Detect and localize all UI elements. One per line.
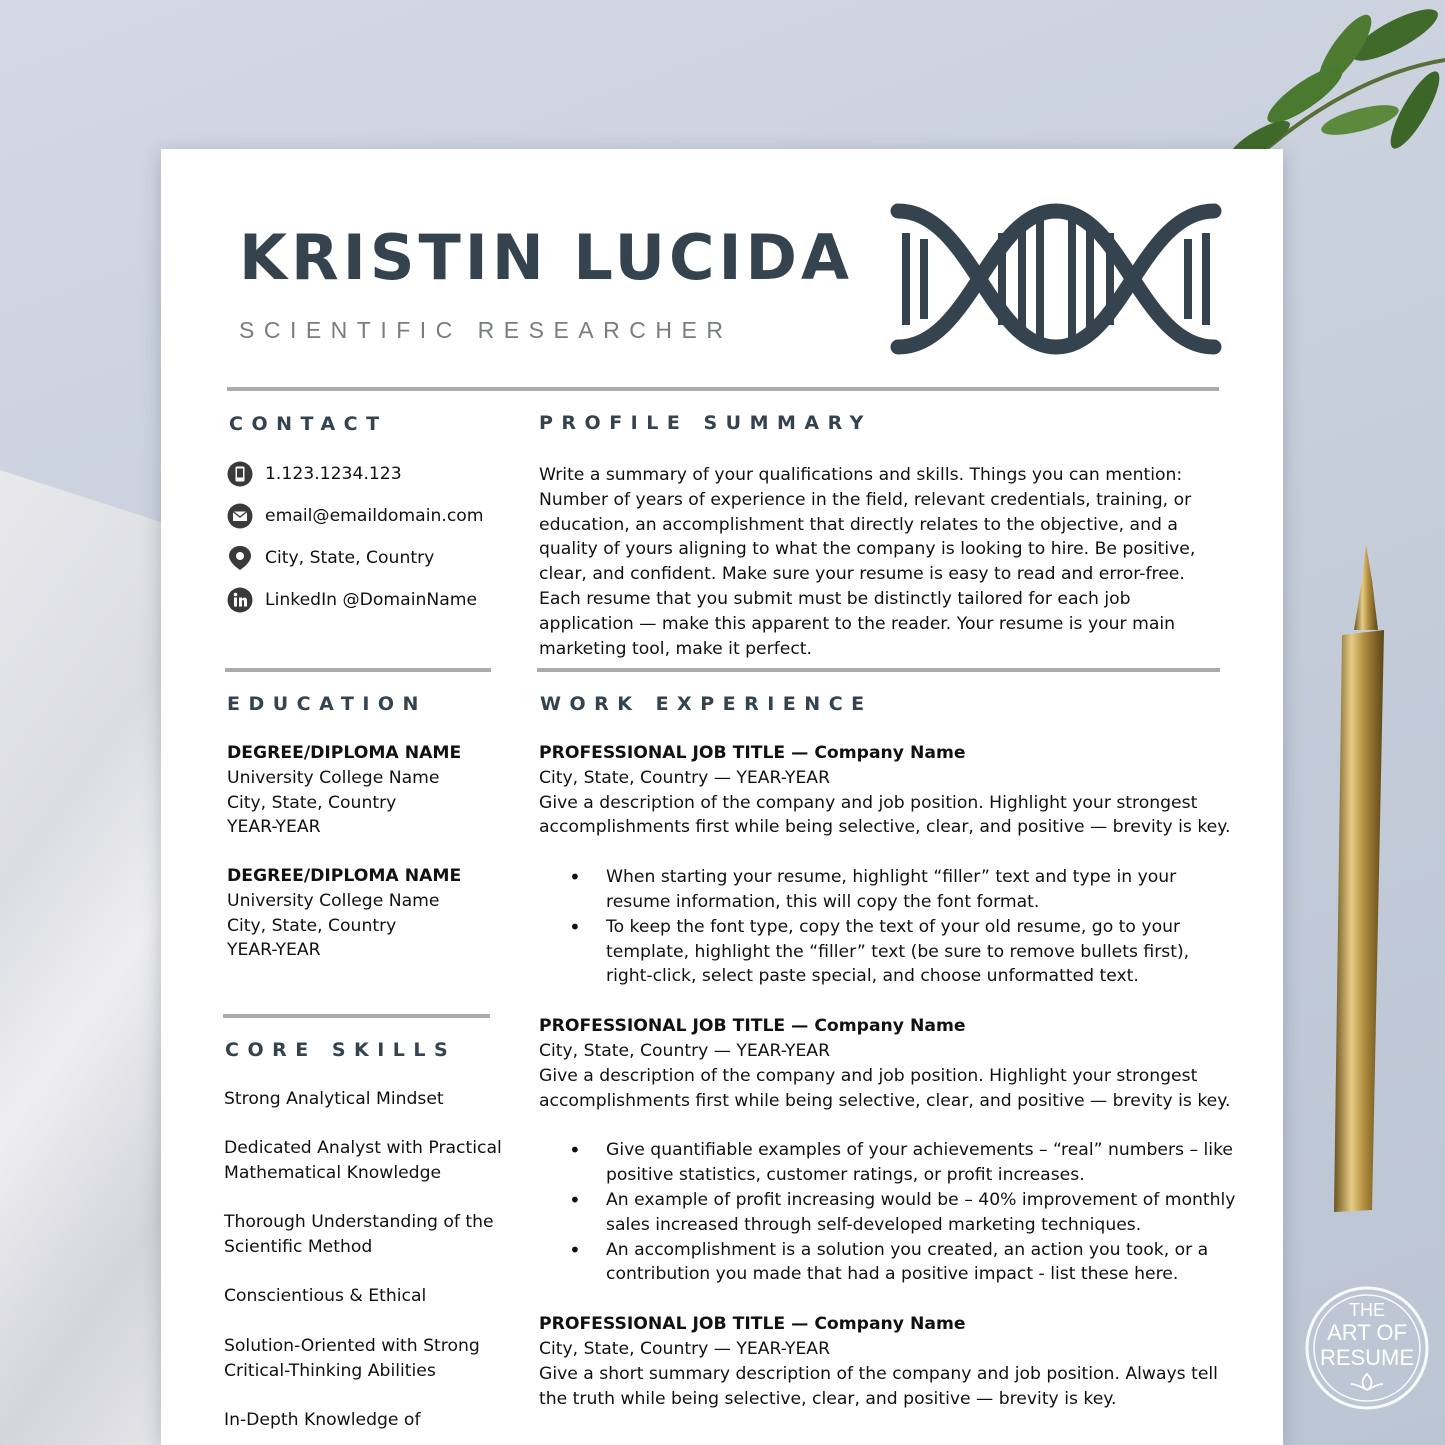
location-pin-icon <box>227 545 253 571</box>
job-entry <box>539 741 1239 989</box>
linkedin-icon <box>227 587 253 613</box>
contact-linkedin <box>227 586 477 614</box>
resume-page <box>161 149 1283 1445</box>
job-bullet: • To keep the font type, copy the text of your old resume, go to your template, highlight the “filler” text (be sure to remove bullets first), right-click, select paste special, and choose unformatted text. <box>539 915 1239 989</box>
job-title: PROFESSIONAL JOB TITLE — Company Name <box>539 743 966 763</box>
job-bullet: • When starting your resume, highlight “filler” text and type in your resume information, this will copy the font format. <box>539 865 1239 915</box>
job-entry <box>539 1312 1239 1411</box>
job-bullets <box>539 865 1239 989</box>
stamp-line-3: RESUME <box>1319 1345 1415 1370</box>
school-location: City, State, Country <box>227 915 397 936</box>
job-meta: City, State, Country — YEAR-YEAR <box>539 1338 831 1359</box>
dna-helix-icon <box>890 203 1222 355</box>
job-bullets <box>539 1138 1239 1287</box>
phone-icon <box>227 461 253 487</box>
candidate-role: SCIENTIFIC RESEARCHER <box>239 317 733 343</box>
job-title: PROFESSIONAL JOB TITLE — Company Name <box>539 1314 966 1335</box>
skill-item: Solution-Oriented with Strong Critical-Thinking Abilities <box>224 1335 480 1381</box>
skills-list <box>224 1087 504 1445</box>
job-meta: City, State, Country — YEAR-YEAR <box>539 1040 831 1061</box>
skill-item: Dedicated Analyst with Practical Mathematical Knowledge <box>224 1138 502 1184</box>
profile-divider <box>537 668 1220 672</box>
job-meta: City, State, Country — YEAR-YEAR <box>539 767 831 788</box>
job-entry <box>539 1014 1239 1287</box>
school-location: City, State, Country <box>227 792 397 813</box>
contact-divider <box>225 668 491 672</box>
education-heading: EDUCATION <box>227 693 427 715</box>
job-description: Give a description of the company and job position. Highlight your strongest accomplishments first while being selective, clear, and positive — brevity is key. <box>539 1065 1231 1111</box>
degree-name: DEGREE/DIPLOMA NAME <box>227 743 462 763</box>
header-divider <box>227 387 1219 391</box>
job-bullet: • An accomplishment is a solution you created, an action you took, or a contribution you made that had a positive impact - list these here. <box>539 1238 1239 1288</box>
job-description: Give a description of the company and job position. Highlight your strongest accomplishments first while being selective, clear, and positive — brevity is key. <box>539 792 1231 838</box>
contact-email <box>227 502 484 530</box>
skill-item: Thorough Understanding of the Scientific Method <box>224 1212 494 1258</box>
work-experience-list <box>539 741 1239 1411</box>
contact-heading: CONTACT <box>229 413 388 435</box>
envelope-icon <box>227 503 253 529</box>
skill-item: Conscientious & Ethical <box>224 1286 427 1307</box>
stamp-line-2: ART OF <box>1327 1320 1407 1345</box>
contact-location-value: City, State, Country <box>265 547 435 568</box>
skill-item: In-Depth Knowledge of <box>224 1409 421 1430</box>
degree-name: DEGREE/DIPLOMA NAME <box>227 866 462 886</box>
work-experience-heading: WORK EXPERIENCE <box>540 693 873 715</box>
core-skills-heading: CORE SKILLS <box>225 1039 457 1061</box>
leaves-decoration <box>1145 0 1445 170</box>
stamp-line-1: THE <box>1349 1300 1385 1320</box>
profile-summary-text: Write a summary of your qualifications and skills. Things you can mention: Number of years of experience in the field, relevant credentials, training, or education, an accomplishment that directly relates to the objective, and a quality of yours aligning to what the company is looking to hire. Be positive, clear, and confident. Make sure your resume is easy to read and error-free. Each resume that you submit must be distinctly tailored for each job application — make this apparent to the reader. Your resume is your main marketing tool, make it perfect. <box>539 465 1196 659</box>
job-bullet: • Give quantifiable examples of your achievements – “real” numbers – like positive statistics, customer ratings, or profit increases. <box>539 1138 1239 1188</box>
contact-phone <box>227 460 402 488</box>
education-divider <box>223 1014 490 1018</box>
candidate-name: KRISTIN LUCIDA <box>239 221 853 294</box>
education-entry <box>227 864 497 963</box>
contact-location <box>227 544 434 572</box>
school-years: YEAR-YEAR <box>227 817 321 838</box>
contact-email-value: email@emaildomain.com <box>265 505 484 526</box>
profile-summary-heading: PROFILE SUMMARY <box>539 412 872 434</box>
contact-linkedin-value: LinkedIn @DomainName <box>265 589 478 610</box>
school-name: University College Name <box>227 767 440 788</box>
job-title: PROFESSIONAL JOB TITLE — Company Name <box>539 1016 966 1037</box>
job-bullet: • An example of profit increasing would be – 40% improvement of monthly sales increased through self-developed marketing techniques. <box>539 1188 1239 1238</box>
contact-phone-value: 1.123.1234.123 <box>265 463 402 484</box>
marble-surface <box>0 470 170 1445</box>
job-description: Give a short summary description of the company and job position. Always tell the truth while being selective, clear, and positive — brevity is key. <box>539 1363 1218 1409</box>
pen-decoration <box>1322 540 1392 1230</box>
education-entry <box>227 741 497 840</box>
art-of-resume-logo <box>1303 1284 1431 1412</box>
school-years: YEAR-YEAR <box>227 940 321 961</box>
skill-item: Strong Analytical Mindset <box>224 1089 444 1109</box>
school-name: University College Name <box>227 890 440 911</box>
